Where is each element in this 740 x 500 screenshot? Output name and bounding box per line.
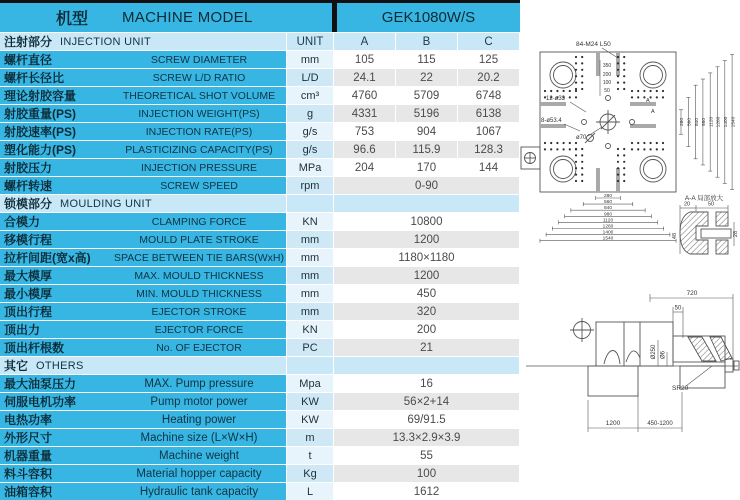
spec-row xyxy=(0,105,520,122)
row-label-zh: 伺服电机功率 xyxy=(4,395,77,409)
row-label-en: PLASTICIZING CAPACITY(PS) xyxy=(125,143,273,156)
row-label-zh: 理论射胶容量 xyxy=(4,89,77,103)
row-label xyxy=(0,393,286,410)
unit-cell: L/D xyxy=(287,69,333,86)
dim-label: 1200 xyxy=(605,420,621,427)
value-cell-span: 200 xyxy=(334,321,519,338)
value-cell-span: 0-90 xyxy=(334,177,519,194)
row-label-en: CLAMPING FORCE xyxy=(151,215,247,228)
dim-chain-label: 1120 xyxy=(709,116,715,128)
dim-label-12holes: 12-ø33 xyxy=(546,96,566,102)
row-label-en: SPACE BETWEEN TIE BARS(WxH) xyxy=(114,251,284,264)
bottom-dimension-chain xyxy=(540,193,676,243)
model-name: GEK1080W/S xyxy=(337,3,520,32)
aa-section-detail xyxy=(672,193,739,254)
spec-row xyxy=(0,159,520,176)
row-label-en: INJECTION PRESSURE xyxy=(140,161,258,174)
unit-cell: Mpa xyxy=(287,375,333,392)
row-label xyxy=(0,303,286,320)
dim-chain-label: 980 xyxy=(702,117,708,127)
dim-chain-label: 1540 xyxy=(731,116,737,128)
side-view-labels xyxy=(606,290,698,427)
unit-cell: g/s xyxy=(287,141,333,158)
section-label-en: OTHERS xyxy=(36,359,84,372)
value-cell-c: 128.3 xyxy=(458,141,519,158)
value-cell-c: 6748 xyxy=(458,87,519,104)
value-cell-span: 1612 xyxy=(334,483,519,500)
row-label-en: INJECTION RATE(PS) xyxy=(145,125,253,138)
row-label-zh: 螺杆转速 xyxy=(4,179,53,193)
spec-row xyxy=(0,339,520,356)
row-label xyxy=(0,483,286,500)
value-cell-span: 450 xyxy=(334,285,519,302)
dim-chain-label: 1260 xyxy=(716,116,722,128)
value-cell-b: 5196 xyxy=(396,105,457,122)
spec-row xyxy=(0,285,520,302)
row-label xyxy=(0,231,286,248)
dim-label-bolts: 84-M24 L50 xyxy=(576,41,611,48)
machine-side-view xyxy=(526,294,739,432)
unit-cell: mm xyxy=(287,267,333,284)
row-label-zh: 最大模厚 xyxy=(4,269,53,283)
unit-cell: mm xyxy=(287,231,333,248)
row-label-zh: 射胶重量(PS) xyxy=(4,107,77,121)
dim-label: 200 xyxy=(602,72,612,78)
header-title-en: MACHINE MODEL xyxy=(122,9,253,26)
dim-label: 50 xyxy=(707,201,715,208)
value-cell-span: 10800 xyxy=(334,213,519,230)
technical-drawing-panel xyxy=(520,0,740,474)
row-label-en: Pump motor power xyxy=(150,395,248,408)
dim-label: 350 xyxy=(602,63,612,69)
dim-chain-label: 1120 xyxy=(602,218,614,224)
unit-cell: g/s xyxy=(287,123,333,140)
spec-row xyxy=(0,123,520,140)
value-cell-b: 115.9 xyxy=(396,141,457,158)
dim-label: 48 xyxy=(672,232,678,240)
row-label xyxy=(0,411,286,428)
row-label xyxy=(0,51,286,68)
section-header-row xyxy=(0,357,520,374)
spec-row xyxy=(0,375,520,392)
row-label-en: No. OF EJECTOR xyxy=(156,341,242,354)
row-label-en: Machine weight xyxy=(159,449,239,462)
spec-row xyxy=(0,177,520,194)
dim-chain-label: 840 xyxy=(694,117,700,127)
row-label xyxy=(0,141,286,158)
row-label-en: EJECTOR STROKE xyxy=(151,305,247,318)
spec-row xyxy=(0,411,520,428)
row-label-en: MAX. Pump pressure xyxy=(144,377,254,390)
unit-cell: PC xyxy=(287,339,333,356)
dim-label-center-hole: ø70 xyxy=(576,135,587,141)
unit-column-header: UNIT xyxy=(287,33,333,50)
dim-label: 100 xyxy=(602,80,612,86)
row-label-en: Hydraulic tank capacity xyxy=(139,485,259,498)
value-cell-b: 904 xyxy=(396,123,457,140)
value-cell-span: 21 xyxy=(334,339,519,356)
spec-row xyxy=(0,267,520,284)
unit-cell: Kg xyxy=(287,465,333,482)
unit-column-header xyxy=(287,357,333,374)
spec-row xyxy=(0,483,520,500)
unit-cell: KW xyxy=(287,411,333,428)
row-label-zh: 螺杆直径 xyxy=(4,53,53,67)
value-cell-span: 56×2+14 xyxy=(334,393,519,410)
spec-row xyxy=(0,141,520,158)
unit-cell: MPa xyxy=(287,159,333,176)
unit-cell: t xyxy=(287,447,333,464)
right-dimension-chain xyxy=(679,55,736,190)
row-label-zh: 顶出力 xyxy=(4,323,41,337)
row-label-zh: 螺杆长径比 xyxy=(4,71,65,85)
row-label-en: SCREW L/D RATIO xyxy=(152,71,246,84)
table-header-left xyxy=(0,3,332,32)
spec-row xyxy=(0,51,520,68)
value-cell-span: 320 xyxy=(334,303,519,320)
value-cell-b: 170 xyxy=(396,159,457,176)
aa-detail-title: A-A 局部放大 xyxy=(684,195,724,202)
dim-label: 720 xyxy=(686,290,698,297)
spec-row xyxy=(0,69,520,86)
row-label xyxy=(0,177,286,194)
column-header-a: A xyxy=(334,33,395,50)
row-label xyxy=(0,249,286,266)
section-label xyxy=(0,33,286,50)
spec-row xyxy=(0,447,520,464)
row-label xyxy=(0,321,286,338)
value-cell-c: 6138 xyxy=(458,105,519,122)
unit-cell: mm xyxy=(287,285,333,302)
section-header-row xyxy=(0,33,520,50)
unit-cell: KW xyxy=(287,393,333,410)
section-label xyxy=(0,195,286,212)
section-mark: A xyxy=(646,98,650,104)
value-cell-a: 753 xyxy=(334,123,395,140)
row-label-zh: 机器重量 xyxy=(4,449,53,463)
row-label-zh: 塑化能力(PS) xyxy=(4,143,77,157)
value-cell-b: 115 xyxy=(396,51,457,68)
dim-chain-label: 1400 xyxy=(724,116,729,128)
value-cell-c: 144 xyxy=(458,159,519,176)
dim-chain-label: 280 xyxy=(680,117,686,127)
dim-label: Ø250 xyxy=(651,344,657,360)
value-cell-span: 55 xyxy=(334,447,519,464)
spec-row xyxy=(0,321,520,338)
value-cell-a: 4760 xyxy=(334,87,395,104)
spec-row xyxy=(0,231,520,248)
value-cell-a: 24.1 xyxy=(334,69,395,86)
value-cell-span: 69/91.5 xyxy=(334,411,519,428)
section-header-spacer xyxy=(334,357,519,374)
header-title-zh: 机型 xyxy=(56,11,89,28)
spec-row xyxy=(0,87,520,104)
row-label xyxy=(0,285,286,302)
section-header-row xyxy=(0,195,520,212)
row-label-en: EJECTOR FORCE xyxy=(154,323,244,336)
row-label-zh: 顶出杆根数 xyxy=(4,341,65,355)
row-label-zh: 射胶压力 xyxy=(4,161,53,175)
value-cell-b: 22 xyxy=(396,69,457,86)
dim-label: 50 xyxy=(604,88,610,94)
row-label-zh: 最小模厚 xyxy=(4,287,53,301)
row-label-zh: 料斗容积 xyxy=(4,467,53,481)
row-label xyxy=(0,123,286,140)
unit-column-header xyxy=(287,195,333,212)
row-label-en: MOULD PLATE STROKE xyxy=(139,233,259,246)
spec-row xyxy=(0,213,520,230)
row-label-zh: 外形尺寸 xyxy=(4,431,53,445)
spec-row xyxy=(0,303,520,320)
value-cell-a: 105 xyxy=(334,51,395,68)
row-label xyxy=(0,447,286,464)
section-label xyxy=(0,357,286,374)
row-label xyxy=(0,339,286,356)
unit-cell: g xyxy=(287,105,333,122)
row-label-en: Heating power xyxy=(161,413,237,426)
section-label-en: MOULDING UNIT xyxy=(60,197,152,210)
value-cell-a: 204 xyxy=(334,159,395,176)
unit-cell: m xyxy=(287,429,333,446)
unit-cell: KN xyxy=(287,213,333,230)
value-cell-span: 100 xyxy=(334,465,519,482)
spec-row xyxy=(0,249,520,266)
row-label-zh: 最大油泵压力 xyxy=(4,377,77,391)
dim-chain-label: 280 xyxy=(603,194,613,199)
technical-drawing xyxy=(520,0,740,474)
dim-label: Ø6 xyxy=(660,350,667,360)
dim-chain-label: 1260 xyxy=(602,224,614,230)
table-header xyxy=(0,3,520,32)
dim-label: 50 xyxy=(674,305,682,312)
dim-label: SR20 xyxy=(672,385,689,392)
row-label xyxy=(0,69,286,86)
dim-label: 450-1200 xyxy=(647,421,673,427)
row-label-en: MIN. MOULD THICKNESS xyxy=(136,287,262,300)
row-label xyxy=(0,213,286,230)
row-label xyxy=(0,429,286,446)
row-label-en: MAX. MOULD THICKNESS xyxy=(134,269,264,282)
value-cell-a: 96.6 xyxy=(334,141,395,158)
value-cell-a: 4331 xyxy=(334,105,395,122)
section-header-spacer xyxy=(334,195,519,212)
value-cell-c: 1067 xyxy=(458,123,519,140)
row-label xyxy=(0,159,286,176)
dim-label: 20 xyxy=(683,201,691,208)
row-label-en: SCREW DIAMETER xyxy=(150,53,248,66)
section-label-zh: 注射部分 xyxy=(4,35,53,49)
row-label-zh: 移模行程 xyxy=(4,233,53,247)
column-header-b: B xyxy=(396,33,457,50)
dim-label: 28 xyxy=(733,230,739,238)
value-cell-span: 1180×1180 xyxy=(334,249,519,266)
dim-chain-label: 980 xyxy=(603,212,613,218)
section-mark: A xyxy=(651,109,655,115)
dim-chain-label: 1400 xyxy=(602,230,614,236)
spec-row xyxy=(0,429,520,446)
row-label xyxy=(0,87,286,104)
row-label xyxy=(0,267,286,284)
row-label-zh: 油箱容积 xyxy=(4,485,53,499)
unit-cell: L xyxy=(287,483,333,500)
dim-chain-label: 1540 xyxy=(602,236,614,242)
value-cell-span: 16 xyxy=(334,375,519,392)
unit-cell: cm³ xyxy=(287,87,333,104)
row-label xyxy=(0,105,286,122)
row-label-en: THEORETICAL SHOT VOLUME xyxy=(122,89,276,102)
row-label xyxy=(0,375,286,392)
dim-chain-label: 560 xyxy=(687,117,693,127)
row-label-zh: 顶出行程 xyxy=(4,305,53,319)
unit-cell: rpm xyxy=(287,177,333,194)
row-label-en: Machine size (L×W×H) xyxy=(140,431,258,444)
section-label-zh: 锁模部分 xyxy=(4,197,53,211)
spec-rows xyxy=(0,32,520,500)
unit-cell: mm xyxy=(287,51,333,68)
value-cell-b: 5709 xyxy=(396,87,457,104)
row-label-zh: 合模力 xyxy=(4,215,41,229)
section-label-zh: 其它 xyxy=(4,359,29,373)
column-header-c: C xyxy=(458,33,519,50)
row-label-en: INJECTION WEIGHT(PS) xyxy=(138,107,260,120)
row-label-en: Material hopper capacity xyxy=(136,467,262,480)
value-cell-span: 1200 xyxy=(334,231,519,248)
dim-chain-label: 560 xyxy=(603,200,613,206)
row-label-en: SCREW SPEED xyxy=(160,179,238,192)
section-label-en: INJECTION UNIT xyxy=(60,35,151,48)
row-label-zh: 拉杆间距(宽x高) xyxy=(4,251,91,265)
value-cell-c: 20.2 xyxy=(458,69,519,86)
unit-cell: mm xyxy=(287,249,333,266)
unit-cell: KN xyxy=(287,321,333,338)
dim-label-8holes: 8-ø53.4 xyxy=(541,118,562,124)
row-label-zh: 电热功率 xyxy=(4,413,53,427)
value-cell-c: 125 xyxy=(458,51,519,68)
value-cell-span: 13.3×2.9×3.9 xyxy=(334,429,519,446)
unit-cell: mm xyxy=(287,303,333,320)
spec-row xyxy=(0,393,520,410)
value-cell-span: 1200 xyxy=(334,267,519,284)
row-label-zh: 射胶速率(PS) xyxy=(4,125,77,139)
dim-chain-label: 840 xyxy=(603,206,613,212)
